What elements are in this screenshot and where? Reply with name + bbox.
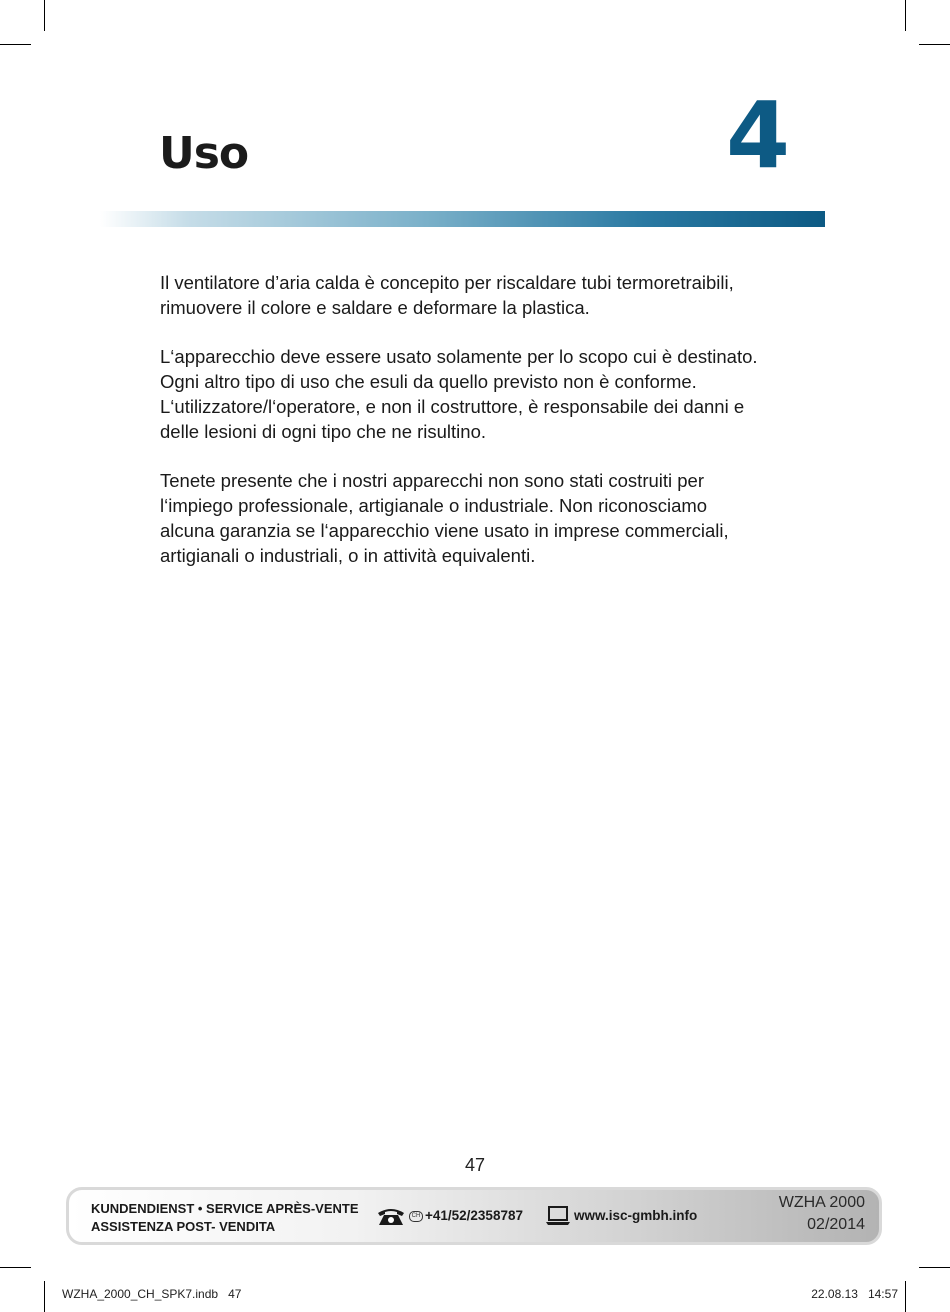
crop-mark <box>44 1281 45 1312</box>
crop-mark <box>905 1281 906 1312</box>
text-line: artigianali o industriali, o in attività equivalenti. <box>160 544 536 566</box>
phone-number: +41/52/2358787 <box>425 1208 523 1223</box>
model-name: WZHA 2000 <box>778 1194 865 1211</box>
text-line: rimuovere il colore e saldare e deformare la plastica. <box>160 296 590 318</box>
service-line: KUNDENDIENST • SERVICE APRÈS-VENTE <box>91 1201 359 1216</box>
text-line: l‘impiego professionale, artigianale o industriale. Non riconosciamo <box>160 495 708 517</box>
service-label <box>91 1200 358 1236</box>
laptop-icon <box>545 1205 571 1227</box>
paragraph <box>160 345 800 444</box>
text-line: Il ventilatore d’aria calda è concepito per riscaldare tubi termoretraibili, <box>160 272 734 293</box>
page-number: 47 <box>464 1155 486 1175</box>
crop-mark <box>905 0 906 31</box>
crop-mark <box>919 1267 950 1268</box>
website-link[interactable]: www.isc-gmbh.info <box>574 1208 698 1223</box>
service-footer <box>66 1187 882 1245</box>
header-gradient-bar <box>100 211 825 227</box>
text-line: L‘apparecchio deve essere usato solamente per lo scopo cui è destinato. <box>160 346 758 368</box>
text-line: Ogni altro tipo di uso che esuli da quello previsto non è conforme. <box>160 371 697 393</box>
print-slug-file: WZHA_2000_CH_SPK7.indb 47 <box>62 1287 242 1301</box>
crop-mark <box>0 1267 31 1268</box>
telephone-icon <box>376 1205 406 1227</box>
text-line: Tenete presente che i nostri apparecchi non sono stati costruiti per <box>160 470 705 492</box>
chapter-number: 4 <box>725 82 790 189</box>
paragraph <box>160 469 800 568</box>
crop-mark <box>44 0 45 31</box>
crop-mark <box>0 44 31 45</box>
page-title: Uso <box>159 128 249 179</box>
model-info <box>779 1192 865 1236</box>
service-line: ASSISTENZA POST- VENDITA <box>91 1219 276 1234</box>
text-line: L‘utilizzatore/l‘operatore, e non il costruttore, è responsabile dei danni e <box>160 395 745 417</box>
print-slug-timestamp: 22.08.13 14:57 <box>811 1287 898 1301</box>
text-line: alcuna garanzia se l‘apparecchio viene usato in imprese commerciali, <box>160 519 729 541</box>
model-date: 02/2014 <box>807 1216 865 1233</box>
text-line: delle lesioni di ogni tipo che ne risultino. <box>160 420 487 442</box>
crop-mark <box>919 44 950 45</box>
paragraph <box>160 271 800 321</box>
country-badge: CH <box>409 1211 423 1222</box>
body-text <box>160 271 800 593</box>
